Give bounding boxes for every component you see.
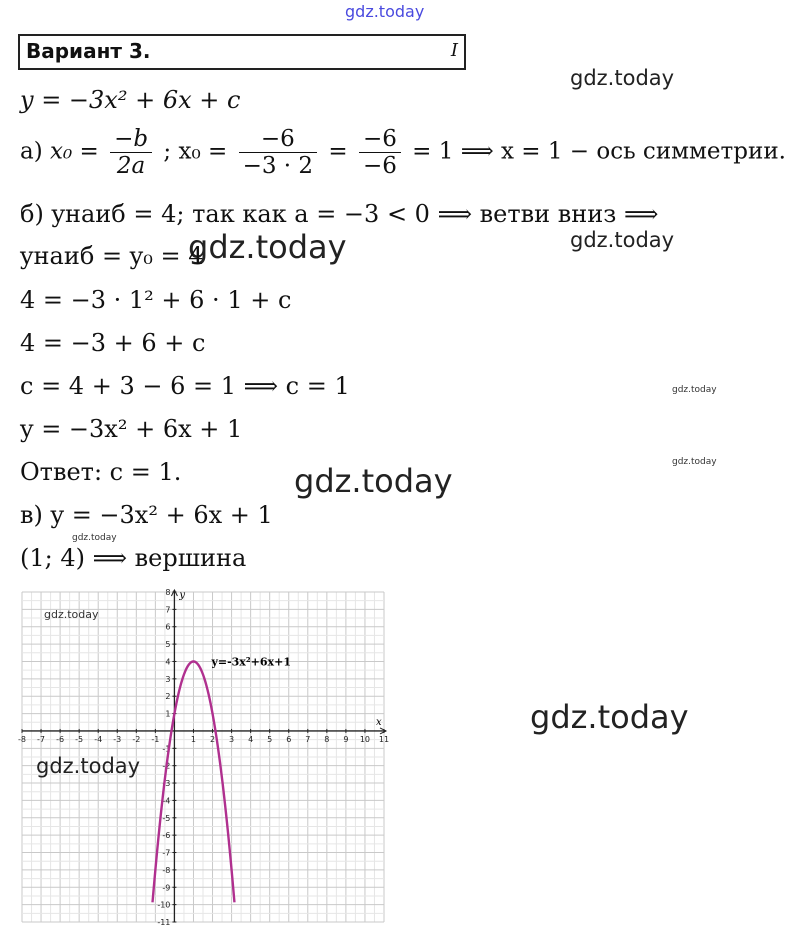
- part-b-line2: yнаиб = y₀ = 4: [20, 242, 204, 270]
- y-tick-label: -8: [162, 865, 171, 875]
- y-tick-label: 4: [165, 657, 171, 667]
- y-tick-label: 6: [165, 622, 171, 632]
- equation-line: y = −3x² + 6x + c: [20, 86, 241, 114]
- x-tick-label: 3: [229, 734, 235, 744]
- y-tick-label: 7: [165, 605, 171, 615]
- x-tick-label: -4: [94, 734, 103, 744]
- y-tick-label: -10: [157, 900, 171, 910]
- vertex-line: (1; 4) ⟹ вершина: [20, 544, 247, 572]
- y-tick-label: 3: [165, 674, 171, 684]
- y-tick-label: -7: [162, 848, 171, 858]
- x-tick-label: -6: [56, 734, 65, 744]
- y-tick-label: 1: [165, 709, 171, 719]
- y-tick-label: -6: [162, 831, 171, 841]
- part-a-line: а) x₀ = $\frac{-b}{2a}$ ; x₀ = $\frac{-6}{-3 \cdot 2}$ = $\frac{-6}{-6}$ = 1 ⟹ x = 1 − ось симметрии.: [20, 126, 786, 179]
- calc-line: 4 = −3 + 6 + c: [20, 329, 206, 357]
- watermark: gdz.today: [294, 462, 453, 500]
- watermark: gdz.today: [44, 608, 99, 621]
- watermark: gdz.today: [188, 228, 347, 266]
- x-tick-label: 9: [343, 734, 349, 744]
- watermark: gdz.today: [672, 457, 717, 467]
- y-tick-label: -4: [162, 796, 171, 806]
- y-tick-label: 2: [165, 692, 171, 702]
- x-tick-label: -7: [37, 734, 46, 744]
- result-equation: y = −3x² + 6x + 1: [20, 415, 243, 443]
- x-tick-label: 5: [267, 734, 273, 744]
- calc-line: 4 = −3 · 1² + 6 · 1 + c: [20, 286, 292, 314]
- y-tick-label: -1: [162, 744, 171, 754]
- x-tick-label: 11: [378, 734, 390, 744]
- part-b-line: б) yнаиб = 4; так как a = −3 < 0 ⟹ ветви вниз ⟹: [20, 200, 659, 228]
- variant-title: Вариант 3.: [26, 39, 151, 63]
- x-tick-label: -2: [132, 734, 141, 744]
- watermark: gdz.today: [672, 385, 717, 395]
- watermark: gdz.today: [36, 754, 141, 778]
- x-tick-label: 10: [359, 734, 371, 744]
- x-tick-label: -1: [151, 734, 160, 744]
- calc-line: c = 4 + 3 − 6 = 1 ⟹ c = 1: [20, 372, 350, 400]
- fraction: $\frac{-b}{2a}$: [110, 126, 152, 179]
- variant-mark: I: [450, 40, 458, 61]
- watermark: gdz.today: [570, 66, 675, 90]
- x-tick-label: 8: [324, 734, 330, 744]
- x-tick-label: 6: [286, 734, 292, 744]
- variant-header: [18, 34, 466, 70]
- y-tick-label: -11: [157, 918, 171, 927]
- watermark: gdz.today: [530, 698, 689, 736]
- part-v-line: в) y = −3x² + 6x + 1: [20, 501, 273, 529]
- y-tick-label: 8: [165, 588, 171, 597]
- x-tick-label: 4: [248, 734, 254, 744]
- x-tick-label: -3: [113, 734, 122, 744]
- y-tick-label: -3: [162, 779, 171, 789]
- answer-line: Ответ: c = 1.: [20, 458, 182, 486]
- x-tick-label: -8: [18, 734, 26, 744]
- x-tick-label: 1: [190, 734, 197, 744]
- y-tick-label: 5: [165, 640, 171, 650]
- x-tick-label: 7: [305, 734, 311, 744]
- y-axis-label: y: [179, 590, 186, 601]
- fraction: $\frac{-6}{-6}$: [359, 126, 401, 179]
- y-tick-label: -5: [162, 813, 171, 823]
- x-axis-label: x: [376, 716, 382, 728]
- y-tick-label: -2: [162, 761, 171, 771]
- x-tick-label: 2: [209, 734, 216, 744]
- fraction: $\frac{-6}{-3 \cdot 2}$: [239, 126, 317, 179]
- y-tick-label: -9: [162, 883, 171, 893]
- x-tick-label: -5: [75, 734, 84, 744]
- watermark: gdz.today: [72, 533, 117, 543]
- watermark-top: gdz.today: [345, 2, 425, 21]
- watermark: gdz.today: [570, 228, 675, 252]
- curve-label: y=-3x²+6x+1: [211, 655, 291, 669]
